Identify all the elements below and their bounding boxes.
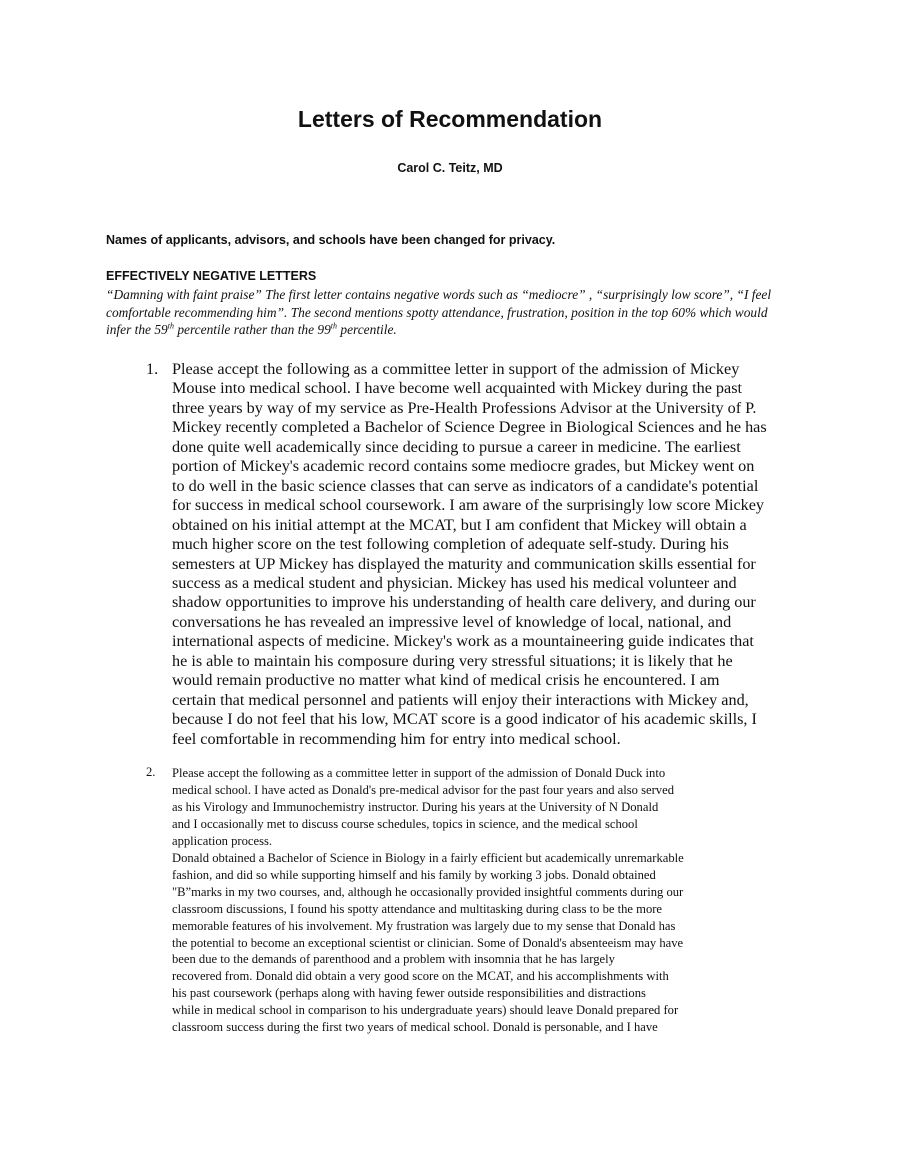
ordinal-suffix: th (167, 321, 174, 331)
letter-text: Please accept the following as a committee letter in support of the admission of Donald Duck into medical school. I have acted as Donald's pre-medical advisor for the past four years and also served as his Virology and Immunochemistry instructor. During his years at the University of N Donald and I occasionally met to discuss course schedules, topics in science, and the medical school application process. Donald obtained a Bachelor of Science in Biology in a fairly efficient but academically unremarkable fashion, and did so while supporting himself and his family by working 3 jobs. Donald obtained "B”marks in my two courses, and, although he occasionally provided insightful comments during our classroom discussions, I found his spotty attendance and multitasking during class to be the more memorable features of his involvement. My frustration was largely due to my sense that Donald has the potential to become an exceptional scientist or clinician. Some of Donald's absenteeism may have been due to the demands of parenthood and a problem with insomnia that he has largely recovered from. Donald did obtain a very good score on the MCAT, and his accomplishments with his past coursework (perhaps along with having fewer outside responsibilities and distractions while in medical school in comparison to his undergraduate years) should leave Donald prepared for classroom success during the first two years of medical school. Donald is personable, and I have (172, 766, 684, 1035)
privacy-note: Names of applicants, advisors, and schools have been changed for privacy. (106, 233, 556, 247)
list-number: 2. (146, 765, 156, 779)
list-number: 1. (146, 360, 159, 378)
section-heading: EFFECTIVELY NEGATIVE LETTERS (106, 269, 317, 283)
ordinal-suffix: th (330, 321, 338, 331)
section-description-part: “Damning with faint praise” The first letter contains negative words such as “mediocre” , “surprisingly low score”, “I feel comfortable recommending him”. The second mentions spotty attendance, frustration, position in the top 60% which would infer the 59 (106, 287, 772, 337)
section-description-part: percentile. (337, 322, 397, 337)
section-description (106, 286, 796, 339)
document-author: Carol C. Teitz, MD (397, 161, 503, 175)
section-description-part: percentile rather than the 99 (173, 322, 331, 337)
letter-text: Please accept the following as a committee letter in support of the admission of Mickey Mouse into medical school. I have become well acquainted with Mickey during the past three years by way of my service as Pre-Health Professions Advisor at the University of P. Mickey recently completed a Bachelor of Science Degree in Biological Sciences and he has done quite well academically since deciding to pursue a career in medicine. The earliest portion of Mickey's academic record contains some mediocre grades, but Mickey went on to do well in the basic science classes that can serve as indicators of a candidate's potential for success in medical school coursework. I am aware of the surprisingly low score Mickey obtained on his initial attempt at the MCAT, but I am confident that Mickey will obtain a much higher score on the test following completion of adequate self-study. During his semesters at UP Mickey has displayed the maturity and communication skills essential for success as a medical student and physician. Mickey has used his medical volunteer and shadow opportunities to improve his understanding of health care delivery, and during our conversations he has revealed an impressive level of knowledge of local, national, and international aspects of medicine. Mickey's work as a mountaineering guide indicates that he is able to maintain his composure during very stressful situations; it is likely that he would remain productive no matter what kind of medical crisis he encountered. I am certain that medical personnel and patients will enjoy their interactions with Mickey and, because I do not feel that his low, MCAT score is a good indicator of his academic skills, I feel comfortable in recommending him for entry into medical school. (172, 360, 767, 748)
document-title: Letters of Recommendation (297, 106, 603, 132)
